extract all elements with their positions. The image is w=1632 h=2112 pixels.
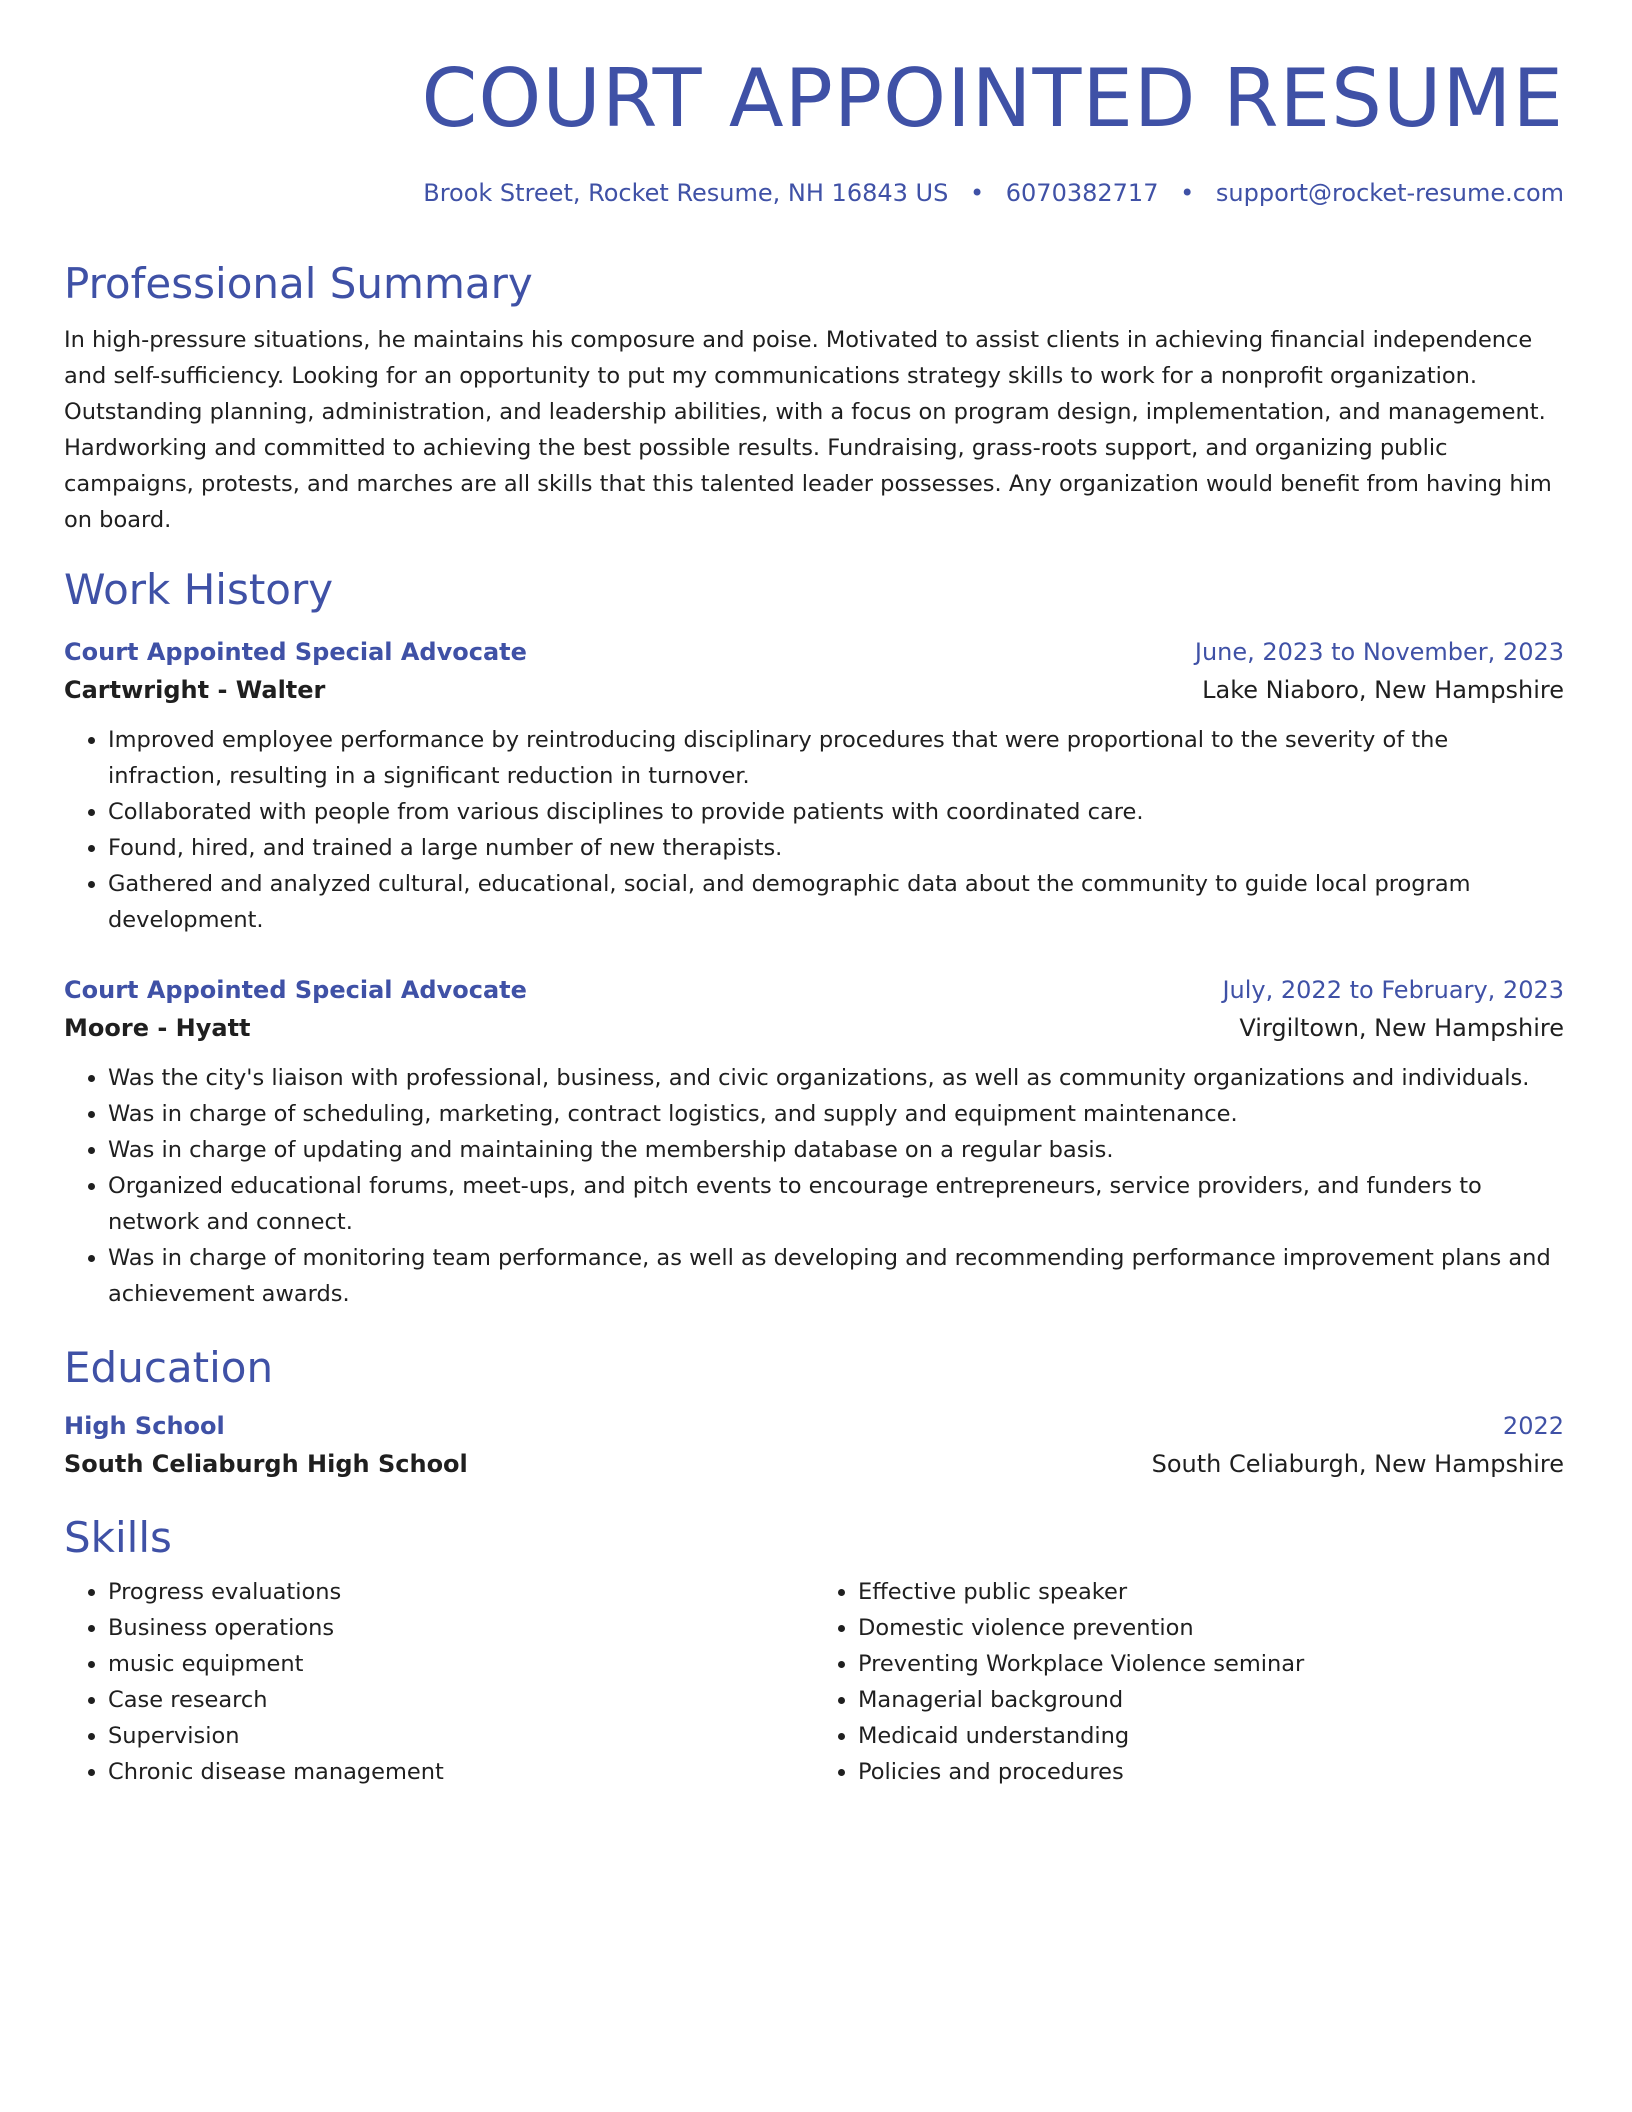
skill-item: • Chronic disease management: [108, 1754, 814, 1790]
skills-list-left: [64, 1574, 814, 1790]
job-bullet: • Collaborated with people from various disciplines to provide patients with coordinated care.: [108, 794, 1564, 830]
job-entry: [64, 972, 1564, 1312]
skill-item: • Domestic violence prevention: [858, 1610, 1564, 1646]
job-dates: July, 2022 to February, 2023: [1222, 976, 1564, 1004]
skill-item: • Managerial background: [858, 1682, 1564, 1718]
contact-separator: •: [969, 179, 985, 207]
contact-phone: 6070382717: [1005, 179, 1159, 207]
education-degree: High School: [64, 1412, 225, 1440]
job-header-row: [64, 972, 1564, 1008]
job-title: Court Appointed Special Advocate: [64, 638, 527, 666]
job-bullets: [64, 1060, 1564, 1312]
skill-item: • Medicaid understanding: [858, 1718, 1564, 1754]
summary-text: In high-pressure situations, he maintains his composure and poise. Motivated to assist clients in achieving financial independence and self-sufficiency. Looking for an opportunity to put my communications strategy skills to work for a nonprofit organization. Outstanding planning, administration, and leadership abilities, with a focus on program design, implementation, and management. Hardworking and committed to achieving the best possible results. Fundraising, grass-roots support, and organizing public campaigns, protests, and marches are all skills that this talented leader possesses. Any organization would benefit from having him on board.: [64, 327, 1552, 533]
job-company: Cartwright - Walter: [64, 676, 326, 704]
job-dates: June, 2023 to November, 2023: [1194, 638, 1564, 666]
skill-item: • Effective public speaker: [858, 1574, 1564, 1610]
education-heading: Education: [64, 1343, 274, 1392]
job-location: Lake Niaboro, New Hampshire: [1202, 676, 1564, 704]
job-bullet: • Gathered and analyzed cultural, educational, social, and demographic data about the community to guide local program development.: [108, 866, 1564, 938]
contact-address: Brook Street, Rocket Resume, NH 16843 US: [423, 179, 949, 207]
skills-heading: Skills: [64, 1513, 172, 1562]
skill-item: • Progress evaluations: [108, 1574, 814, 1610]
work-history-section: [64, 564, 1564, 1312]
education-school-row: [64, 1444, 1564, 1484]
job-bullet: • Improved employee performance by reintroducing disciplinary procedures that were proportional to the severity of the infraction, resulting in a significant reduction in turnover.: [108, 722, 1564, 794]
education-section: [64, 1342, 1564, 1484]
education-header-row: [64, 1408, 1564, 1444]
skill-item: • Case research: [108, 1682, 814, 1718]
skills-list-right: [814, 1574, 1564, 1790]
job-company-row: [64, 1008, 1564, 1048]
skill-item: • Preventing Workplace Violence seminar: [858, 1646, 1564, 1682]
job-bullet: • Was the city's liaison with professional, business, and civic organizations, as well as community organizations and individuals.: [108, 1060, 1564, 1096]
education-location: South Celiaburgh, New Hampshire: [1151, 1450, 1564, 1478]
job-company: Moore - Hyatt: [64, 1014, 251, 1042]
job-location: Virgiltown, New Hampshire: [1239, 1014, 1564, 1042]
education-year: 2022: [1502, 1412, 1564, 1440]
job-entry: [64, 634, 1564, 938]
skills-section: [64, 1512, 1564, 1790]
job-header-row: [64, 634, 1564, 670]
resume-name: COURT APPOINTED RESUME: [421, 52, 1564, 145]
skill-item: • music equipment: [108, 1646, 814, 1682]
summary-section: [64, 258, 1564, 538]
contact-separator: •: [1180, 179, 1195, 207]
education-school: South Celiaburgh High School: [64, 1450, 468, 1478]
summary-heading: Professional Summary: [64, 259, 533, 308]
skill-item: • Business operations: [108, 1610, 814, 1646]
job-bullet: • Was in charge of updating and maintaining the membership database on a regular basis.: [108, 1132, 1564, 1168]
contact-email: support@rocket-resume.com: [1215, 179, 1564, 207]
job-bullet: • Was in charge of scheduling, marketing, contract logistics, and supply and equipment maintenance.: [108, 1096, 1564, 1132]
job-bullets: [64, 722, 1564, 938]
job-bullet: • Found, hired, and trained a large number of new therapists.: [108, 830, 1564, 866]
resume-header: [64, 50, 1564, 210]
skills-grid: [64, 1574, 1564, 1790]
skill-item: • Supervision: [108, 1718, 814, 1754]
skill-item: • Policies and procedures: [858, 1754, 1564, 1790]
education-entry: [64, 1408, 1564, 1484]
work-history-heading: Work History: [64, 565, 334, 614]
job-bullet: • Organized educational forums, meet-ups, and pitch events to encourage entrepreneurs, service providers, and funders to network and connect.: [108, 1168, 1564, 1240]
contact-line: [64, 176, 1564, 210]
job-title: Court Appointed Special Advocate: [64, 976, 527, 1004]
job-company-row: [64, 670, 1564, 710]
job-bullet: • Was in charge of monitoring team performance, as well as developing and recommending performance improvement plans and achievement awards.: [108, 1240, 1564, 1312]
